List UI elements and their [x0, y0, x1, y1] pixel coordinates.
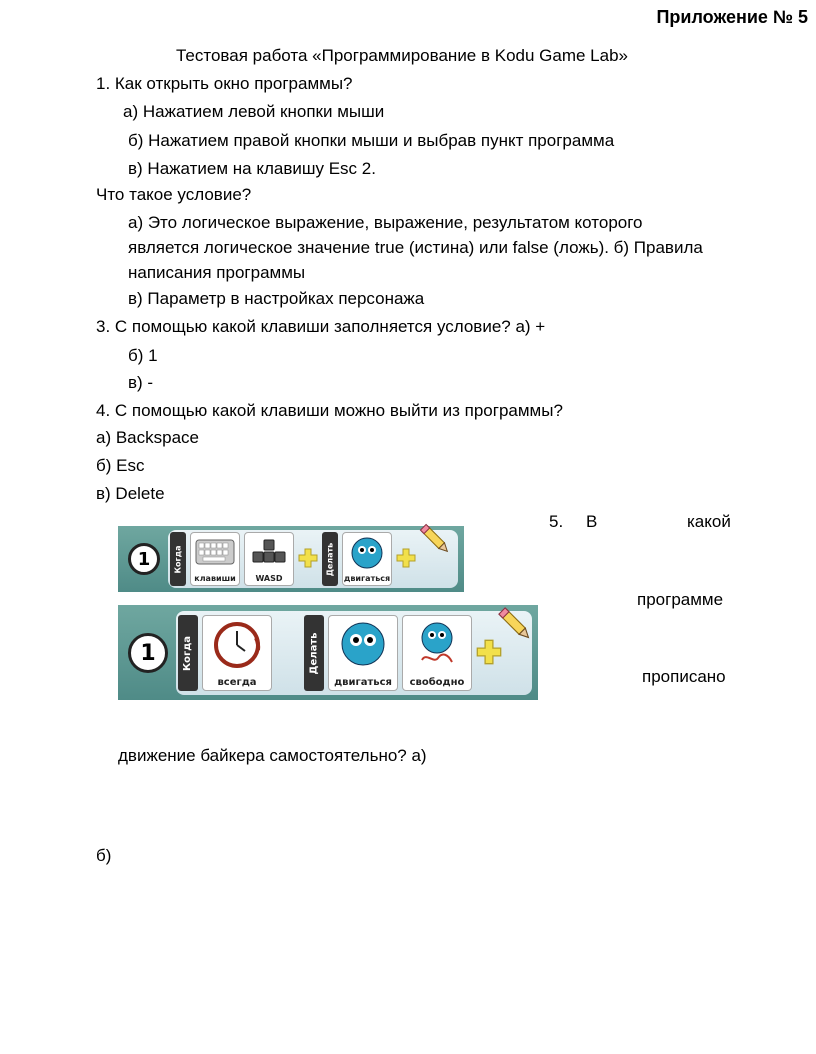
clock-icon: [212, 620, 262, 670]
plus-icon: [396, 548, 416, 568]
do-label: Делать: [304, 615, 324, 691]
q3-option-b: б) 1: [128, 346, 158, 365]
when-label: Когда: [178, 615, 198, 691]
when-label: Когда: [170, 532, 186, 586]
tile-wasd: WASD: [244, 532, 294, 586]
pencil-icon: [494, 603, 538, 647]
tile-free: свободно: [402, 615, 472, 691]
question-5-number: 5.: [549, 512, 564, 531]
q2-option-a-line2: является логическое значение true (истина) или false (ложь). б) Правила: [128, 238, 703, 257]
tile-always: всегда: [202, 615, 272, 691]
tile-move: двигаться: [342, 532, 392, 586]
q4-option-c: в) Delete: [96, 484, 165, 503]
tile-keys: клавиши: [190, 532, 240, 586]
question-2: Что такое условие?: [96, 185, 252, 204]
kodu-wander-icon: [412, 618, 462, 668]
kodu-character-icon: [339, 620, 387, 668]
appendix-label: Приложение № 5: [656, 7, 808, 27]
kodu-program-1: [118, 526, 464, 592]
wasd-keys-icon: [252, 539, 286, 565]
q1-option-c: в) Нажатием на клавишу Esc 2.: [128, 159, 376, 178]
tile-move: двигаться: [328, 615, 398, 691]
q3-option-c: в) -: [128, 373, 154, 392]
q1-option-a: а) Нажатием левой кнопки мыши: [123, 102, 385, 121]
row-number-badge: 1: [128, 633, 168, 673]
q4-option-a: а) Backspace: [96, 428, 199, 447]
q1-option-b: б) Нажатием правой кнопки мыши и выбрав пункт программа: [128, 131, 615, 150]
row-number-badge: 1: [128, 543, 160, 575]
kodu-character-icon: [350, 536, 384, 570]
do-label: Делать: [322, 532, 338, 586]
question-4: 4. С помощью какой клавиши можно выйти из программы?: [96, 401, 563, 420]
document-title: Тестовая работа «Программирование в Kodu Game Lab»: [176, 46, 629, 65]
kodu-program-2: [118, 605, 538, 700]
question-5-word-1: В: [586, 512, 598, 531]
question-1: 1. Как открыть окно программы?: [96, 74, 353, 93]
q2-option-a-line3: написания программы: [128, 263, 306, 282]
question-5-word-2: какой: [687, 512, 731, 531]
question-5-word-3: программе: [637, 590, 724, 609]
q2-option-a-line1: а) Это логическое выражение, выражение, результатом которого: [128, 213, 643, 232]
pencil-icon: [416, 520, 456, 560]
q4-option-b: б) Esc: [96, 456, 145, 475]
question-5-word-4: прописано: [642, 667, 726, 686]
question-3: 3. С помощью какой клавиши заполняется условие? а) +: [96, 317, 546, 336]
q5-option-b: б): [96, 846, 112, 865]
plus-icon: [298, 548, 318, 568]
q2-option-c: в) Параметр в настройках персонажа: [128, 289, 425, 308]
keyboard-icon: [195, 539, 235, 565]
question-5-rest: движение байкера самостоятельно? а): [118, 746, 427, 765]
